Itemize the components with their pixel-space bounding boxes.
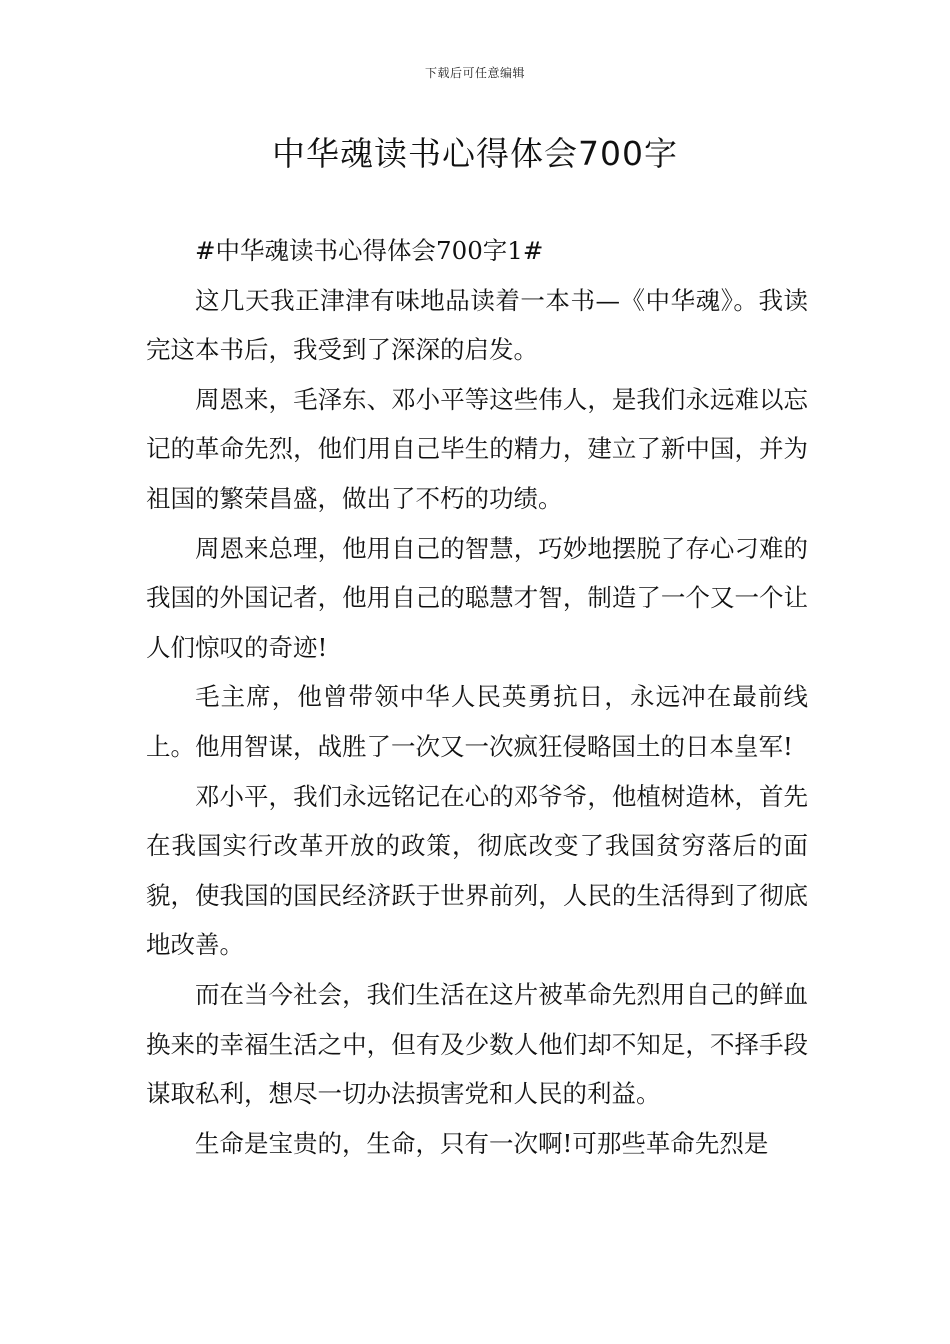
paragraph: 周恩来总理，他用自己的智慧，巧妙地摆脱了存心刁难的我国的外国记者，他用自己的聪慧才智，制造了一个又一个让人们惊叹的奇迹! xyxy=(146,533,808,662)
paragraph: 生命是宝贵的，生命，只有一次啊!可那些革命先烈是 xyxy=(195,1128,769,1158)
paragraph: 邓小平，我们永远铭记在心的邓爷爷，他植树造林，首先在我国实行改革开放的政策，彻底改变了我国贫穷落后的面貌，使我国的国民经济跃于世界前列，人民的生活得到了彻底地改善。 xyxy=(146,781,808,960)
paragraph: 周恩来，毛泽东、邓小平等这些伟人，是我们永远难以忘记的革命先烈，他们用自己毕生的精力，建立了新中国，并为祖国的繁荣昌盛，做出了不朽的功绩。 xyxy=(146,384,808,513)
section-heading: #中华魂读书心得体会700字1# xyxy=(195,236,544,265)
paragraph: 而在当今社会，我们生活在这片被革命先烈用自己的鲜血换来的幸福生活之中，但有及少数人他们却不知足，不择手段谋取私利，想尽一切办法损害党和人民的利益。 xyxy=(146,979,808,1109)
document-body xyxy=(146,226,808,1168)
header-note: 下载后可任意编辑 xyxy=(424,66,525,80)
paragraph: 毛主席，他曾带领中华人民英勇抗日，永远冲在最前线上。他用智谋，战胜了一次又一次疯狂侵略国土的日本皇军! xyxy=(146,682,808,761)
document-title: 中华魂读书心得体会700字 xyxy=(272,134,678,173)
paragraph: 这几天我正津津有味地品读着一本书—《中华魂》。我读完这本书后，我受到了深深的启发。 xyxy=(146,285,808,365)
